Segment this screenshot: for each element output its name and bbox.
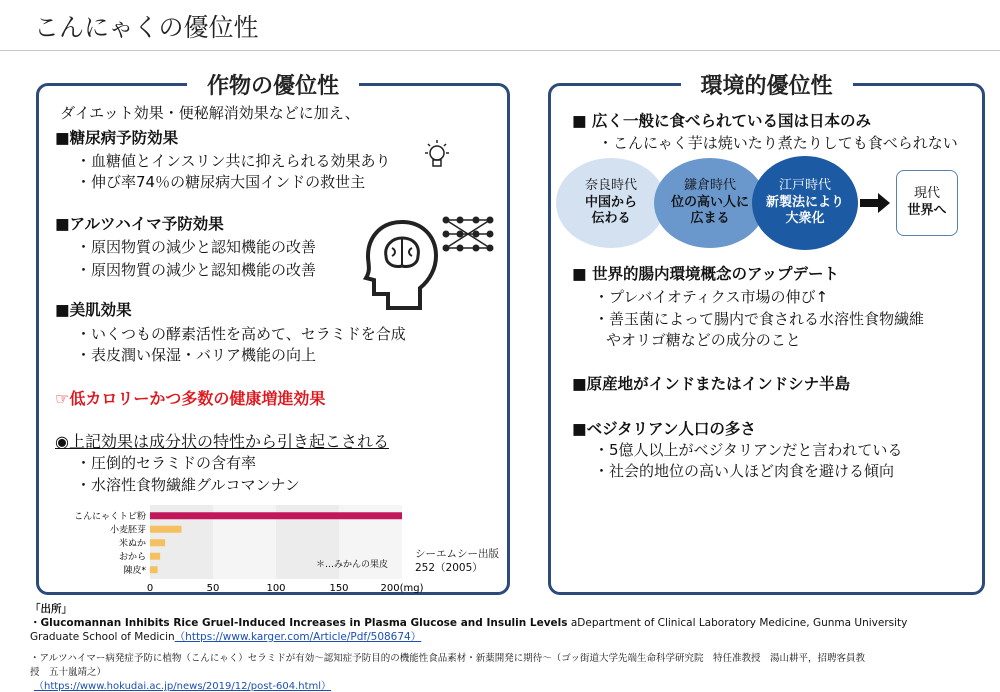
chart-bar — [150, 512, 402, 519]
timeline-kamakura-desc1: 位の高い人に — [670, 194, 749, 210]
cause-item-1: ・圧倒的セラミドの含有率 — [76, 454, 257, 472]
environment-advantage-title: 環境的優位性 — [680, 69, 852, 100]
timeline-edo — [752, 156, 858, 250]
japan-only-heading: ■ 広く一般に食べられている国は日本のみ — [572, 112, 872, 130]
vegetarian-heading: ■ベジタリアン人口の多さ — [572, 420, 756, 438]
cause-item-2: ・水溶性食物繊維グルコマンナン — [76, 476, 300, 494]
timeline-kamakura-era: 鎌倉時代 — [683, 177, 736, 193]
skin-heading: ■美肌効果 — [55, 301, 132, 319]
chart-category-label: こんにゃくトビ粉 — [74, 511, 146, 522]
gut-item-1: ・プレバイオティクス市場の伸び↑ — [594, 288, 829, 306]
timeline-modern-desc: 世界へ — [907, 203, 947, 218]
ref-1-title: ・Glucomannan Inhibits Rice Gruel-Induced Increases in Plasma Glucose and Insulin Levels — [30, 617, 568, 629]
timeline-nara-desc2: 伝わる — [591, 211, 631, 227]
gut-item-2: ・善玉菌によって腸内で食される水溶性食物繊維 — [594, 310, 925, 328]
timeline-edo-desc1: 新製法により — [765, 194, 844, 210]
origin-heading: ■原産地がインドまたはインドシナ半島 — [572, 375, 851, 393]
alzheimer-item-1: ・原因物質の減少と認知機能の改善 — [76, 238, 317, 256]
chart-category-label: おから — [118, 552, 146, 563]
page-title: こんにゃくの優位性 — [34, 13, 259, 42]
timeline-kamakura-desc2: 広まる — [690, 211, 730, 227]
refs-label: 「出所」 — [30, 603, 72, 615]
health-highlight: ☞低カロリーかつ多数の健康増進効果 — [55, 389, 326, 408]
skin-item-2: ・表皮潤い保湿・バリア機能の向上 — [76, 346, 317, 364]
timeline-nara-desc1: 中国から — [584, 194, 637, 210]
network-icon — [440, 212, 496, 256]
chart-bar — [150, 566, 158, 573]
chart-footnote: ＊…みかんの果皮 — [316, 560, 389, 570]
timeline-modern-era: 現代 — [913, 186, 940, 202]
timeline-kamakura — [654, 158, 766, 248]
alzheimer-heading: ■アルツハイマ予防効果 — [55, 215, 224, 233]
ref-1-affiliation-cont: Graduate School of Medicin — [30, 631, 175, 643]
diabetes-item-2: ・伸び率74％の糖尿病大国インドの救世主 — [76, 173, 366, 191]
skin-item-1: ・いくつもの酵素活性を高めて、セラミドを合成 — [76, 325, 406, 343]
gut-heading: ■ 世界的腸内環境概念のアップデート — [572, 265, 839, 283]
ref-1-link[interactable]: （https://www.karger.com/Article/Pdf/508674） — [174, 631, 422, 643]
timeline-edo-desc2: 大衆化 — [785, 211, 825, 227]
alzheimer-item-2: ・原因物質の減少と認知機能の改善 — [76, 261, 317, 279]
ref-2-link[interactable]: （https://www.hokudai.ac.jp/news/2019/12/post-604.html） — [34, 681, 332, 692]
ref-2-line-2: 授 五十嵐靖之） — [30, 667, 107, 678]
chart-bar — [150, 553, 160, 560]
chart-bar — [150, 539, 165, 546]
chart-tick-label: 100 — [266, 583, 286, 594]
chart-source-2: 252（2005） — [415, 562, 483, 574]
japan-only-item: ・こんにゃく芋は焼いたり煮たりしても食べられない — [598, 134, 958, 152]
chart-tick-label: 150 — [329, 583, 349, 594]
ref-1-line-2 — [30, 629, 421, 644]
vegetarian-item-2: ・社会的地位の高い人ほど肉食を避ける傾向 — [594, 462, 895, 480]
brain-head-icon — [362, 218, 440, 312]
arrow-right-icon — [860, 193, 890, 213]
chart-category-label: 小麦胚芽 — [109, 525, 146, 536]
chart-category-label: 米ぬか — [118, 538, 146, 549]
ref-1-line-1 — [30, 615, 907, 630]
chart-category-label: 陳皮* — [123, 565, 146, 576]
ref-1-affiliation: aDepartment of Clinical Laboratory Medicine, Gunma University — [567, 617, 908, 629]
chart-tick-label: 50 — [206, 583, 220, 594]
ceramide-bar-chart — [66, 505, 424, 597]
intro-text: ダイエット効果・便秘解消効果などに加え、 — [60, 104, 360, 122]
cause-heading: ◉上記効果は成分状の特性から引き起こされる — [55, 432, 389, 451]
chart-source-1: シーエムシー出版 — [415, 548, 499, 560]
diabetes-item-1: ・血糖値とインスリン共に抑えられる効果あり — [76, 152, 391, 170]
vegetarian-item-1: ・5億人以上がベジタリアンだと言われている — [594, 441, 903, 459]
gut-item-3: やオリゴ糖などの成分のこと — [606, 331, 801, 349]
crop-advantage-title: 作物の優位性 — [187, 69, 359, 100]
timeline-edo-era: 江戸時代 — [778, 177, 831, 193]
timeline-nara — [556, 158, 666, 248]
timeline-nara-era: 奈良時代 — [584, 177, 637, 193]
chart-bar — [150, 526, 182, 533]
lightbulb-icon — [422, 138, 452, 172]
chart-tick-label: 0 — [146, 583, 154, 594]
title-divider — [0, 50, 1000, 51]
ref-2-line-1: ・アルツハイマー病発症予防に植物（こんにゃく）セラミドが有効～認知症予防目的の機能性食品素材・新薬開発に期待～（ゴッ街道大学先端生命科学研究院 特任准教授 湯山耕平，招聘客員教 — [30, 653, 866, 664]
timeline-modern — [896, 170, 958, 236]
diabetes-heading: ■糖尿病予防効果 — [55, 129, 179, 147]
chart-tick-label: 200(mg) — [380, 583, 424, 594]
